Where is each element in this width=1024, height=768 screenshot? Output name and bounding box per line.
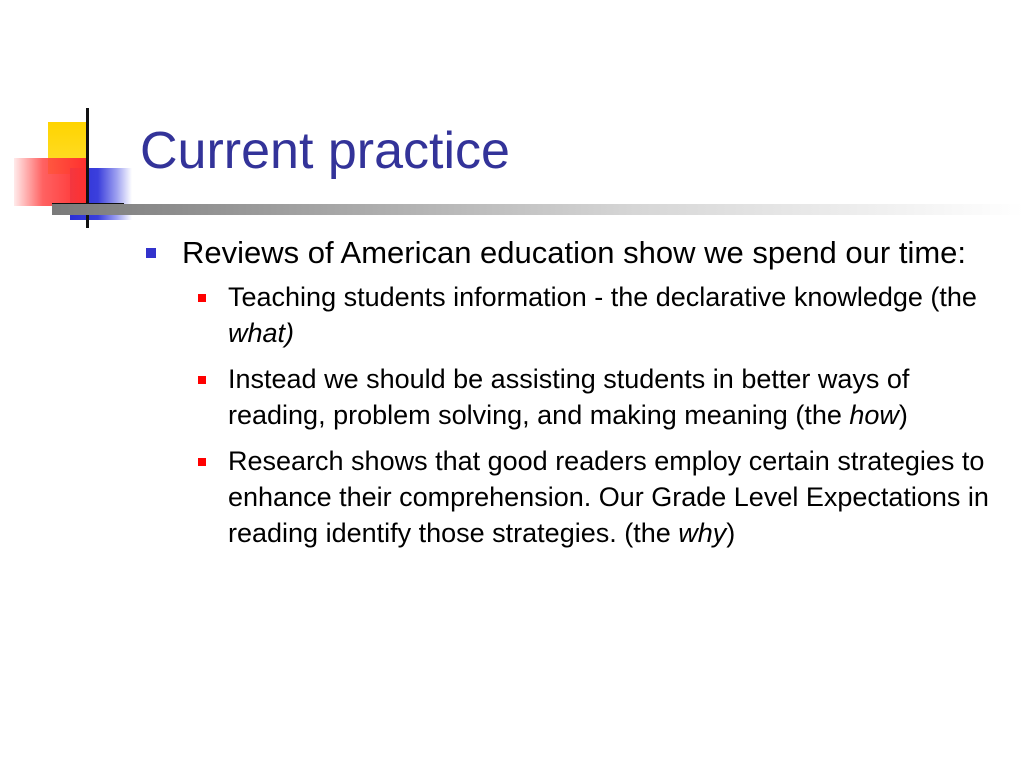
square-bullet-icon xyxy=(198,458,206,466)
sub-bullet-emphasis: why xyxy=(678,518,727,548)
sub-bullet-text: Teaching students information - the declarative knowledge (the xyxy=(228,282,977,312)
red-square xyxy=(14,158,86,206)
slide-title: Current practice xyxy=(140,122,510,180)
sub-bullet-text-end: ) xyxy=(726,518,736,548)
sub-bullet-text-end: ) xyxy=(898,400,908,430)
bullet-text: Reviews of American education show we spend our time: xyxy=(182,235,967,270)
sub-bullet-item xyxy=(140,361,1000,433)
bullet-level1 xyxy=(140,232,1000,273)
square-bullet-icon xyxy=(146,248,156,258)
sub-bullet-emphasis: how xyxy=(849,400,899,430)
sub-bullet-text: Research shows that good readers employ certain strategies to enhance their comprehension. Our Grade Level Expectations in reading identify those strategies. (the xyxy=(228,446,989,548)
decorative-logo-graphic xyxy=(0,100,160,240)
slide-content xyxy=(140,232,1000,561)
title-divider xyxy=(52,204,1024,215)
sub-bullet-item xyxy=(140,443,1000,551)
sub-bullet-item xyxy=(140,279,1000,351)
square-bullet-icon xyxy=(198,294,206,302)
sub-bullet-list xyxy=(140,279,1000,551)
sub-bullet-emphasis: what) xyxy=(228,318,295,348)
sub-bullet-text: Instead we should be assisting students in better ways of reading, problem solving, and making meaning (the xyxy=(228,364,910,430)
square-bullet-icon xyxy=(198,376,206,384)
